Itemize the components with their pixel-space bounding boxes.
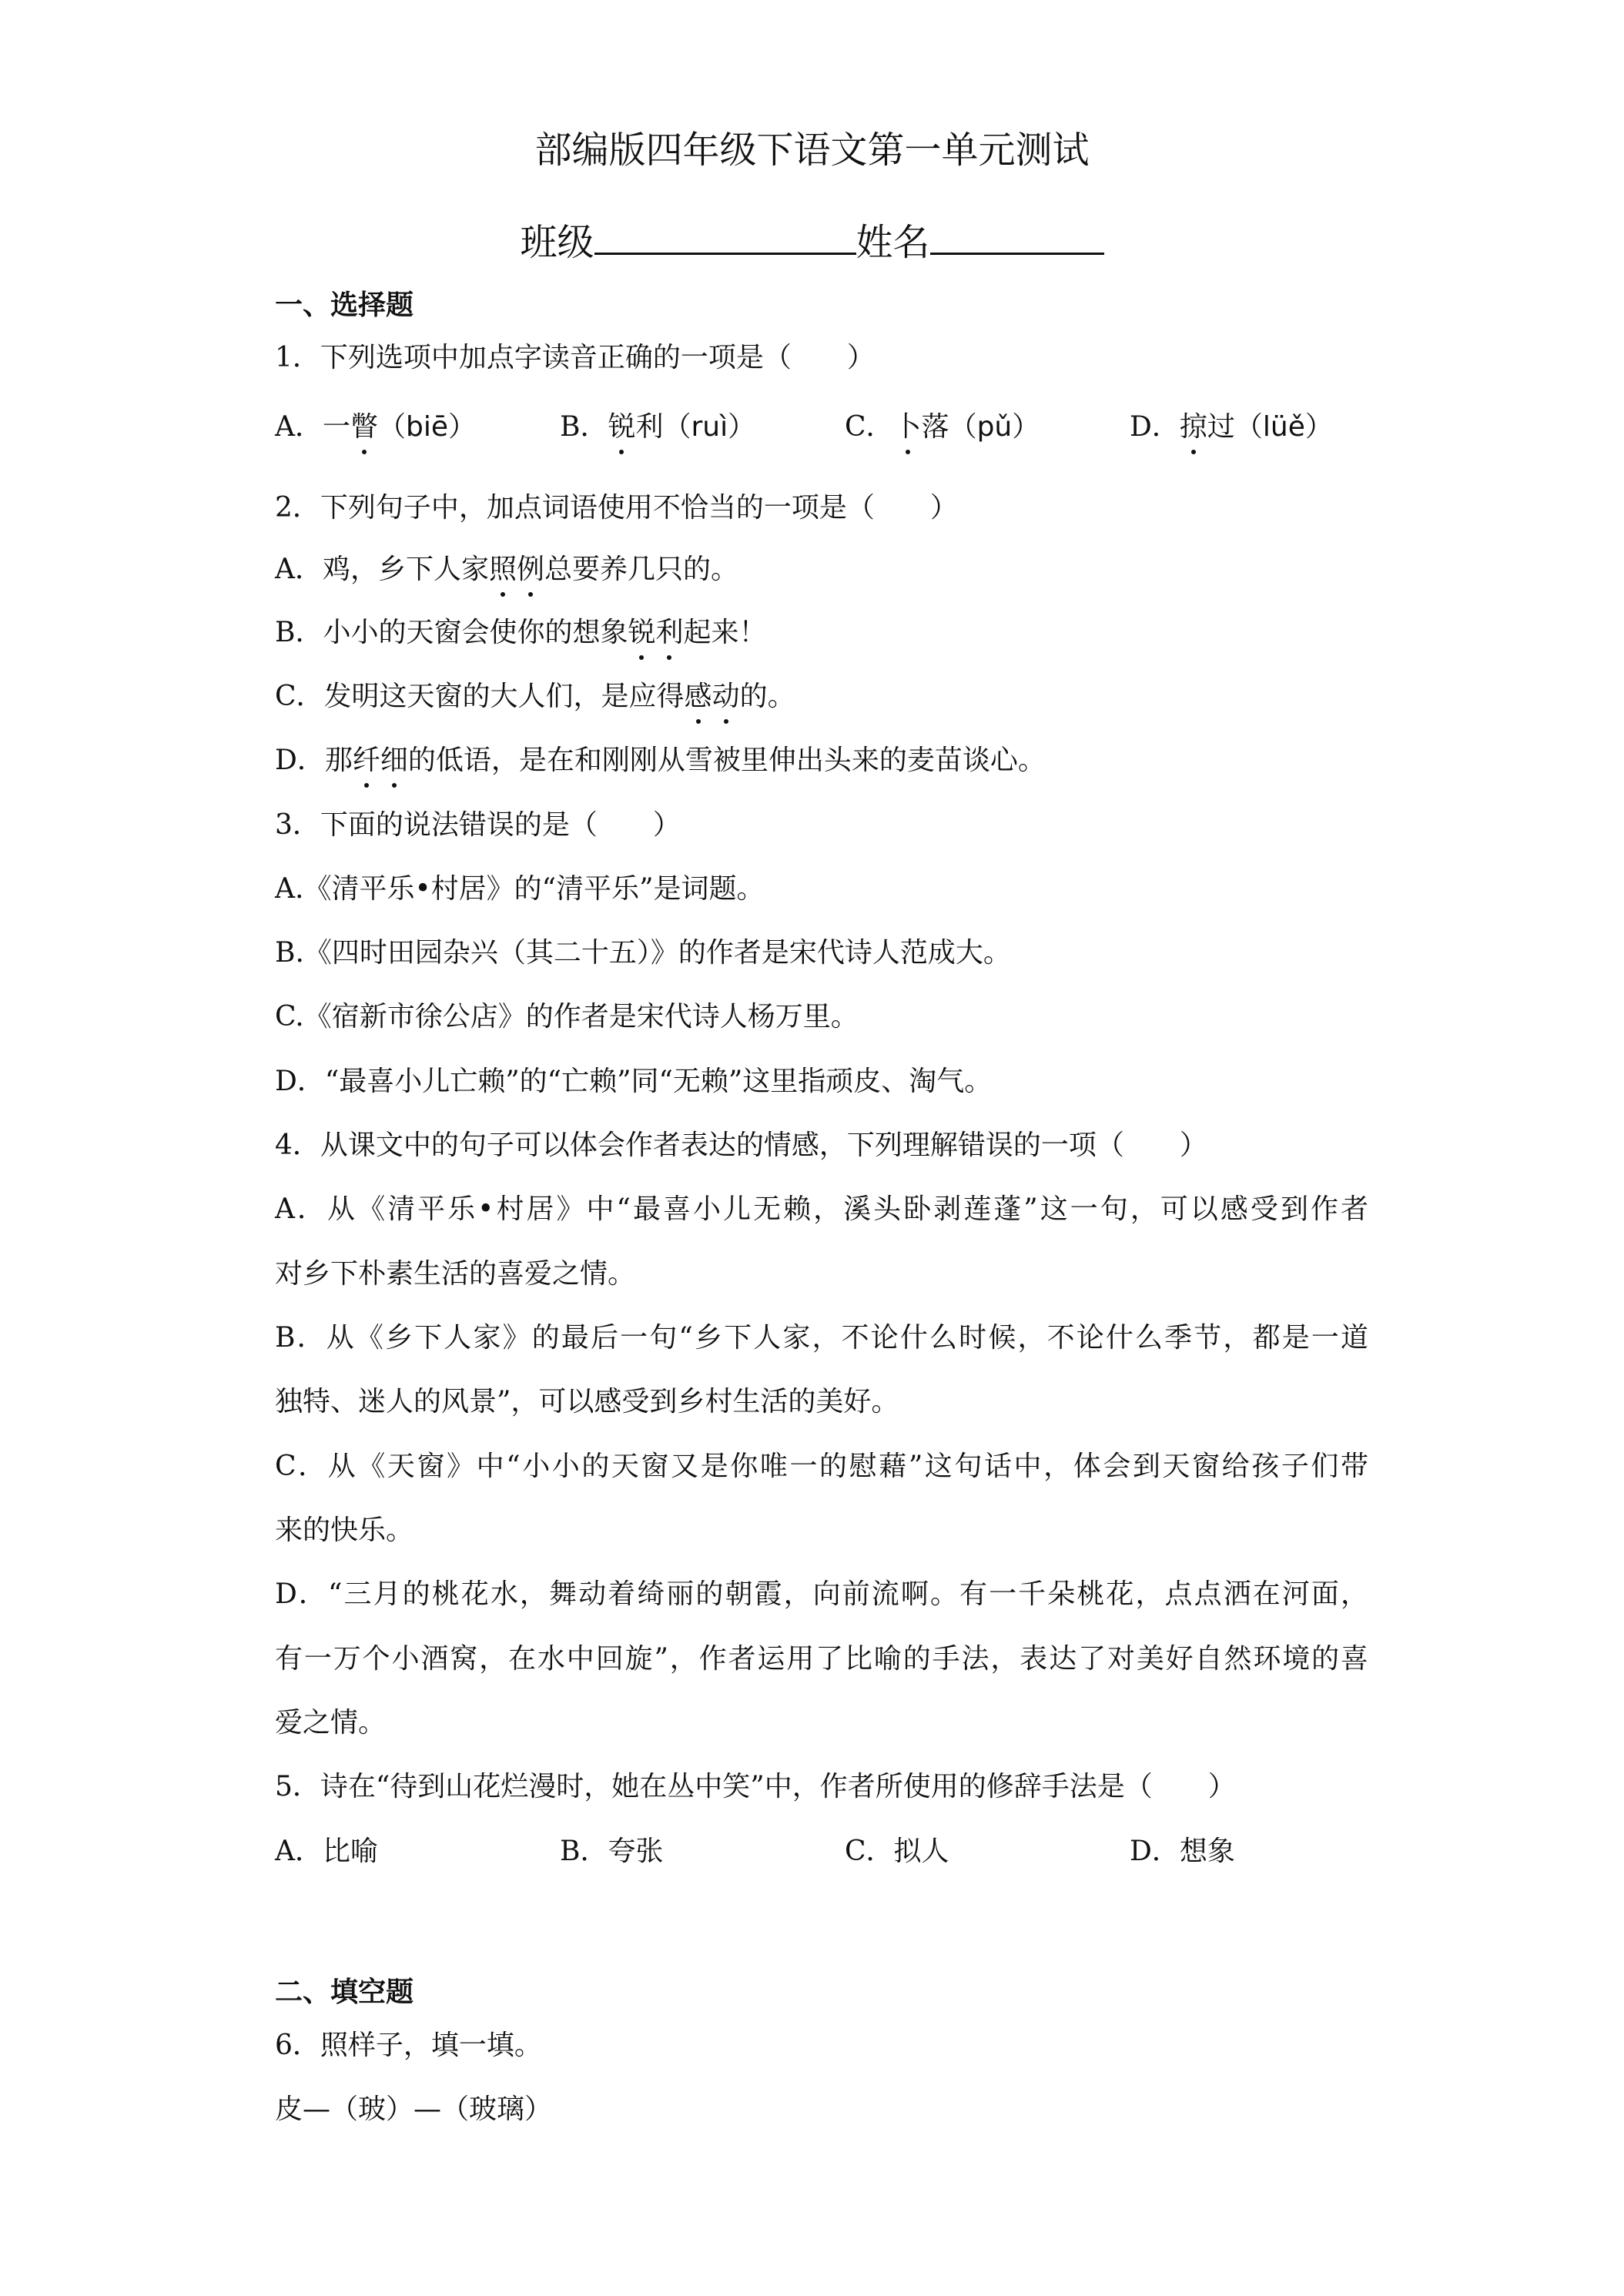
q2-stem: 2．下列句子中，加点词语使用不恰当的一项是（ ） — [275, 492, 958, 524]
option-text: 过（ — [1207, 411, 1263, 443]
q3-option-a[interactable]: A.《清平乐•村居》的“清平乐”是词题。 — [275, 873, 765, 905]
page-title: 部编版四年级下语文第一单元测试 — [534, 129, 1090, 172]
q4-option-d-line3[interactable]: 爱之情。 — [275, 1707, 387, 1739]
option-text: ） — [1304, 411, 1333, 443]
option-text: 利（ — [635, 411, 691, 443]
pinyin: biē — [406, 411, 449, 443]
q3-option-b[interactable]: B.《四时田园杂兴（其二十五）》的作者是宋代诗人范成大。 — [275, 937, 1011, 969]
q4-option-d-line1[interactable]: D．“三月的桃花水，舞动着绮丽的朝霞，向前流啊。有一千朵桃花，点点洒在河面， — [275, 1578, 1368, 1610]
dotted-char: 利 — [655, 614, 683, 652]
name-blank[interactable] — [930, 222, 1104, 255]
q1-option-c[interactable] — [845, 408, 1040, 447]
q4-option-c-line2[interactable]: 来的快乐。 — [275, 1514, 414, 1546]
option-text: 的低语，是在和刚刚从雪被里伸出头来的麦苗谈心。 — [407, 745, 1046, 776]
option-label: A． — [275, 411, 323, 443]
q5-option-b[interactable]: B．夸张 — [560, 1836, 664, 1867]
q2-option-c[interactable] — [275, 678, 1368, 716]
dotted-char: 感 — [685, 678, 712, 716]
q4-stem: 4．从课文中的句子可以体会作者表达的情感，下列理解错误的一项（ ） — [275, 1130, 1207, 1161]
q5-option-d[interactable]: D．想象 — [1130, 1836, 1235, 1867]
pinyin: lüě — [1262, 411, 1305, 443]
q4-option-c-line1[interactable]: C．从《天窗》中“小小的天窗又是你唯一的慰藉”这句话中，体会到天窗给孩子们带 — [275, 1451, 1368, 1482]
option-label: B． — [560, 411, 608, 443]
option-label: C． — [845, 411, 894, 443]
q6-example: 皮—（玻）—（玻璃） — [275, 2094, 553, 2125]
section-heading-choice: 一、选择题 — [275, 290, 414, 321]
dotted-char: 照 — [489, 551, 517, 589]
class-name-line — [0, 216, 1624, 269]
q2-option-d[interactable] — [275, 741, 1368, 780]
q3-option-d[interactable]: D．“最喜小儿亡赖”的“亡赖”同“无赖”这里指顽皮、淘气。 — [275, 1066, 993, 1097]
option-text: 总要养几只的。 — [544, 554, 739, 585]
option-text: ） — [448, 411, 477, 443]
q3-stem: 3．下面的说法错误的是（ ） — [275, 809, 681, 841]
option-text: A．鸡，乡下人家 — [275, 554, 489, 585]
dotted-char: 卜 — [894, 408, 922, 447]
name-label: 姓名 — [856, 221, 930, 264]
option-text: ） — [1012, 411, 1040, 443]
option-text: ） — [728, 411, 756, 443]
dotted-char: 动 — [712, 678, 740, 716]
dotted-char: 瞥 — [350, 408, 378, 447]
q1-option-b[interactable] — [560, 408, 755, 447]
q4-option-a-line1[interactable]: A．从《清平乐•村居》中“最喜小儿无赖，溪头卧剥莲蓬”这一句，可以感受到作者 — [275, 1193, 1368, 1225]
dotted-char: 纤 — [353, 741, 380, 780]
dotted-char: 例 — [517, 551, 544, 589]
option-text: B．小小的天窗会使你的想象 — [275, 617, 628, 648]
dotted-char: 掠 — [1180, 408, 1207, 447]
option-text: 一 — [323, 411, 351, 443]
dotted-char: 锐 — [628, 614, 655, 652]
option-text: C．发明这天窗的大人们，是应得 — [275, 681, 685, 712]
option-text: D．那 — [275, 745, 353, 776]
q1-stem: 1．下列选项中加点字读音正确的一项是（ ） — [275, 342, 875, 373]
q4-option-d-line2[interactable]: 有一万个小酒窝，在水中回旋”，作者运用了比喻的手法，表达了对美好自然环境的喜 — [275, 1643, 1368, 1675]
option-text: 起来！ — [683, 617, 767, 648]
q2-option-b[interactable] — [275, 614, 1368, 652]
q4-option-b-line1[interactable]: B．从《乡下人家》的最后一句“乡下人家，不论什么时候，不论什么季节，都是一道 — [275, 1322, 1368, 1354]
q4-option-a-line2[interactable]: 对乡下朴素生活的喜爱之情。 — [275, 1258, 636, 1290]
q5-option-c[interactable]: C．拟人 — [845, 1836, 949, 1867]
pinyin: ruì — [691, 411, 728, 443]
q1-option-d[interactable] — [1130, 408, 1333, 447]
dotted-char: 细 — [380, 741, 408, 780]
option-label: D． — [1130, 411, 1180, 443]
option-text: 落（ — [921, 411, 977, 443]
option-text: 的。 — [739, 681, 795, 712]
q5-option-a[interactable]: A．比喻 — [275, 1836, 378, 1867]
class-label: 班级 — [520, 221, 594, 264]
q5-stem: 5．诗在“待到山花烂漫时，她在丛中笑”中，作者所使用的修辞手法是（ ） — [275, 1771, 1236, 1802]
pinyin: pǔ — [976, 411, 1013, 443]
dotted-char: 锐 — [608, 408, 635, 447]
section-heading-fill: 二、填空题 — [275, 1976, 414, 2008]
q3-option-c[interactable]: C.《宿新市徐公店》的作者是宋代诗人杨万里。 — [275, 1001, 859, 1033]
option-text: （ — [378, 411, 407, 443]
q6-stem: 6．照样子，填一填。 — [275, 2030, 542, 2061]
q4-option-b-line2[interactable]: 独特、迷人的风景”，可以感受到乡村生活的美好。 — [275, 1386, 899, 1417]
q2-option-a[interactable] — [275, 551, 1368, 589]
q1-option-a[interactable] — [275, 408, 476, 447]
class-blank[interactable] — [594, 222, 856, 255]
